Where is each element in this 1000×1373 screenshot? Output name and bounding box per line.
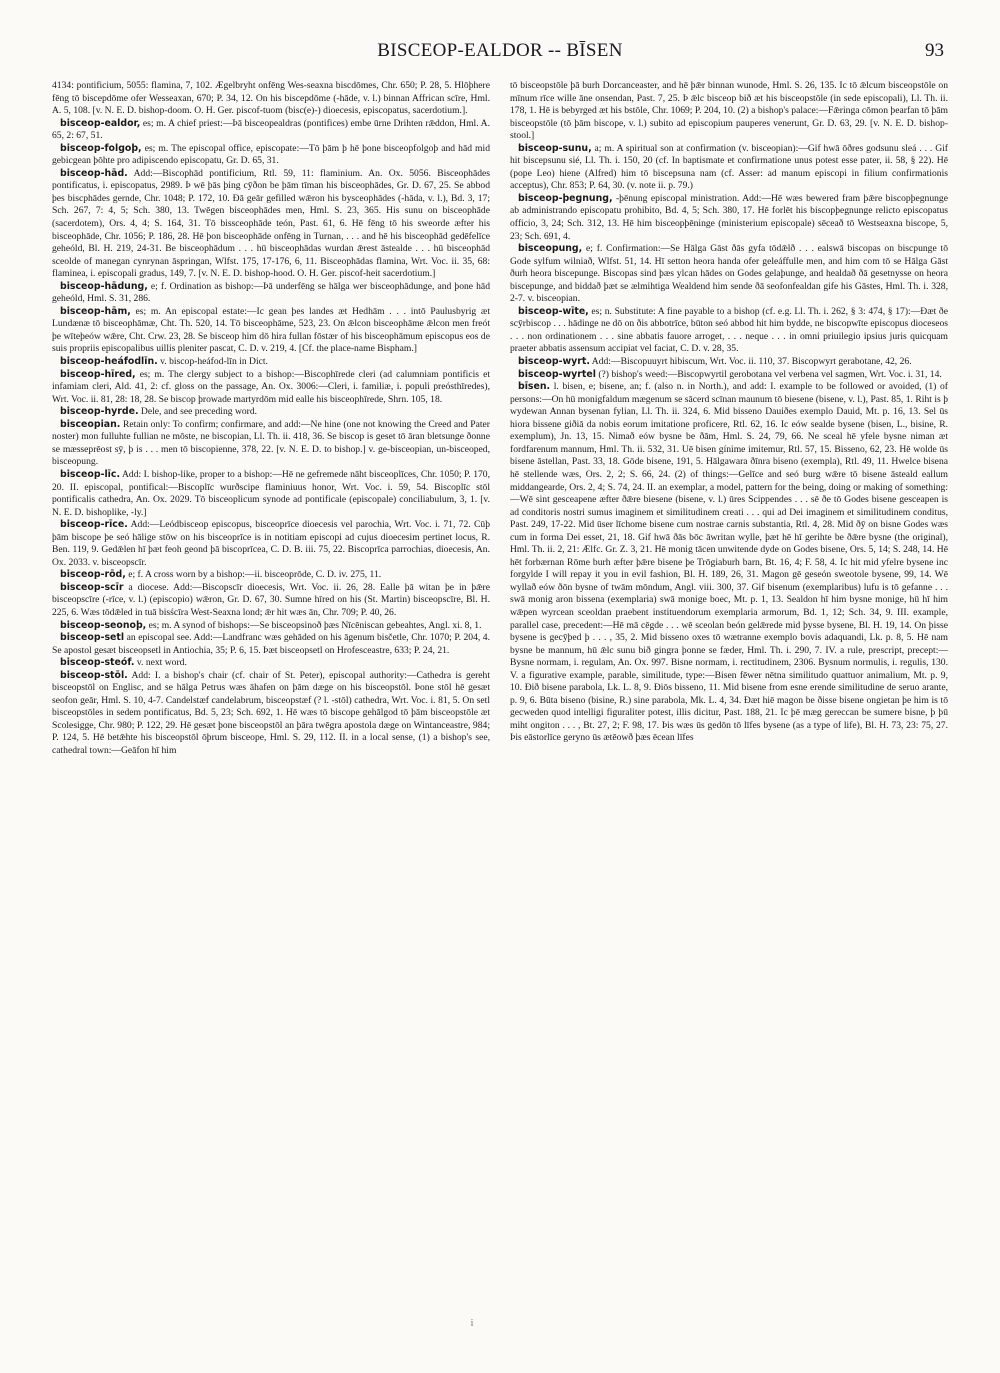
page-number: 93 (925, 40, 944, 61)
entry-body: es; m. The clergy subject to a bishop:—Biscophīrede cleri (ad calumniam pontificis et infamiam cleri, Ald. 41, 2: cf. gloss on the passage, An. Ox. 3006:—Cleri, i. familiæ, i. populi preósthīredes), Wrt. Voc. ii. 81, 28: 18, 28. Se biscop þrowade martyrdōm mid ealle his bisceophīrede, Shrn. 105, 18. (52, 368, 490, 405)
dictionary-entry (52, 281, 490, 306)
dictionary-entry (510, 143, 948, 193)
dictionary-entry (52, 118, 490, 143)
running-head (52, 40, 948, 70)
entry-body: e; f. Ordination as bishop:—Þā underfēng se hālga wer bisceophādunge, and þone hād geheóld, Hml. S. 31, 286. (52, 280, 490, 305)
entry-body: es; m. An episcopal estate:—Ic gean þes landes æt Hedhām . . . intō Paulusbyrig æt Lundænæ tō bisceophāmæ, Cht. Th. 520, 14. Tō bisceophāme, 523, 23. On ǣlcon bisceophāme ǣlcon men freót þe wīteþeów wǣre, Cht. Crw. 23, 28. Se bisceop him dō hira fullan fōstær of his bisceophāmum episcopus eos de suis propriis episcopalibus uillis pleniter pascat, C. D. v. 219, 4. [Cf. the place-name Bispham.] (52, 305, 490, 355)
entry-headword: bisceop-scīr (60, 581, 124, 593)
right-column (510, 80, 948, 1330)
entry-headword: bisceop-hīred, (60, 368, 136, 380)
entry-headword: bisceop-sunu, (518, 142, 592, 154)
dictionary-entry (52, 168, 490, 281)
entry-body: 4134: pontificium, 5055: flamina, 7, 102. Ægelbryht onfēng Wes-seaxna biscdōmes, Chr. 650; P. 28, 5. Hlōþhere fēng tō biscepdōme ofer Wesseaxan, 670; P. 34, 12. On his biscepdōme (-hāde, v. l.) binnan Affrican scīre, Hml. A. 5, 108. [v. N. E. D. bishop-doom. O. H. Ger. piscof-tuom (bisc(e)-) dioecesis, episcopatus, sacerdotium.]. (52, 80, 490, 117)
entry-body: -þēnung episcopal ministration. Add:—Hē wæs bewered fram þǣre biscopþegnunge ab administrando episcopatu prohibito, Bd. 4, 5; Sch. 380, 17. Hē forlēt his biscopþegnunge relicto episcopatus officio, 3, 24; Sch. 312, 13. Hē him bisceopþēninge (ministerium episcopale) sēceað tō Westseaxna biscope, 5, 23; Sch. 691, 4. (510, 192, 948, 242)
entry-headword: bisceop-hādung, (60, 280, 148, 292)
entry-headword: bīsen. (518, 381, 551, 393)
entry-headword: bisceop-þegnung, (518, 192, 613, 204)
dictionary-entry (52, 356, 490, 369)
entry-body: Add:—Biscophād pontificium, Rtl. 59, 11: flaminium. An. Ox. 5056. Bisceophādes pontificatus, i. episcopatus, 2989. Þ wē þās þing cȳðon be þām tīman his bisceophādes, Gr. D. 67, 25. Se abbod þes biscphādes gernde, Chr. 1048; P. 172, 10. Ðā geār gefilled wǣron his bysceophādes (-hāda, v. l.), Bd. 3, 17; Sch. 267, 7: 4, 5; Sch. 380, 13. Twēgen bisceophādes men, Hml. S. 23, 365. His sunu on bisceophāde (sacerdotem), Ors. 4, 4; S. 164, 31. Tō bissceophāde teón, Past. 61, 6. Hē fēng tō his sweorde æfter his bisceophāde, Chr. 1056; P. 186, 28. Hē þon bisceophāde onfēng in Turnan, . . . and hē his bisceophād gedēfelīce geheóld, Bl. H. 219, 24-31. Be bisceophādum . . . hū bisceophādas wurdan ǣrest āstealde . . . hū bisceophād sceolde of manegan cynrynan āspringan, Wlfst. 175, 17-176, 6, 11. Bisceophādas flamina, Wrt. Voc. ii. 35, 68: flaminea, i. episcopali gradus, 149, 7. [v. N. E. D. bishop-hood. O. H. Ger. piscof-heit sacerdotium.] (52, 167, 490, 280)
entry-headword: bisceop-setl (60, 632, 125, 644)
entry-body: e; f. Confirmation:—Se Hālga Gāst ðās gyfa tōdǣlð . . . ealswā biscopas on biscpunge tō Gode sylfum wilniað, Wlfst. 51, 14. Hī setton heora handa ofer geleáffulle men, and him com tō se Hālga Gāst ðurh heora biscepunge. Biscopas sind þæs ylcan hādes on Godes gelaþunge, and healdað ðā gesetnysse on heora biscepunge, and biddað þæt se ælmihtiga Wealdend him sende ðā seofonfealdan gife his Gāstes, Hml. Th. i. 328, 2-7. v. bisceopian. (510, 243, 948, 305)
entry-headword: bisceop-rōd, (60, 569, 126, 581)
dictionary-entry (52, 469, 490, 519)
left-column (52, 80, 490, 1330)
dictionary-entry (52, 143, 490, 168)
dictionary-entry (52, 419, 490, 469)
entry-body: Add:—Leódbisceop episcopus, bisceoprīce dioecesis vel parochia, Wrt. Voc. i. 71, 72. Cūþ þām biscope þe seó hālige stōw on his bisceoprīce is in notitiam episcopi ad cujus dioecesim pertinet locus, R. Ben. 119, 9. Gedǣlen hī þæt feoh geond þā biscoprīcea, C. D. B. iii. 75, 22. Biscoprīca parrochias, dioecesis, An. Ox. 2033. v. bisceopscīr. (52, 519, 490, 568)
entry-body: e; f. A cross worn by a bishop:—ii. bisceoprōde, C. D. iv. 275, 11. (128, 569, 382, 581)
entry-body: Retain only: To confirm; confirmare, and add:—Ne hine (one not knowing the Creed and Pater noster) mon fulluhte fullian ne mōste, ne biscopian, Ll. Th. ii. 418, 36. Se biscop is geset tō āran bletsunge ðonne se mæsseprēost sȳ, þ is . . . men tō biscopienne, 378, 22. [v. N. E. D. to bishop.] v. ge-bisceopian, un-bisceoped, bisceopung. (52, 418, 490, 468)
entry-body: an episcopal see. Add:—Landfranc wæs gehāded on his āgenum bisčetle, Chr. 1070; P. 204, 4. Se apostol gesæt bisceopsetl in Antiochia, 35; P. 6, 15. Þæt bisceopsetl on Hrofesceastre, 633; P. 24, 21. (52, 632, 490, 656)
entry-headword: bisceopian. (60, 418, 121, 430)
dictionary-entry (510, 369, 948, 382)
entry-body: es; m. A synod of bishops:—Se bisceopsinoð þæs Nīcēniscan gebeahtes, Angl. xi. 8, 1. (148, 619, 482, 631)
dictionary-entry (510, 80, 948, 143)
dictionary-entry (52, 369, 490, 407)
dictionary-entry (52, 632, 490, 657)
running-head-title: BISCEOP-EALDOR -- BĪSEN (377, 40, 623, 61)
entry-headword: bisceop-seonoþ, (60, 619, 147, 631)
entry-headword: bisceop-stōl. (60, 669, 128, 681)
entry-headword: bisceopung, (518, 243, 583, 255)
dictionary-entry (52, 80, 490, 118)
entry-headword: bisceop-hād. (60, 167, 128, 179)
entry-headword: bisceop-folgoþ, (60, 142, 142, 154)
entry-body: es; m. A chief priest:—Þā bisceopealdras (pontifices) embe ūrne Drihten rǣddon, Hml. A. 65, 2: 67, 51. (52, 117, 490, 142)
entry-body: tō bisceopstōle þā burh Dorcanceaster, and hē þǣr binnan wunode, Hml. S. 26, 135. Ic tō ǣlcum bisceopstōle on mīnum rīce wille āne onsendan, Past. 7, 25. Þ ǣlc bisceop bið æt his bisceopstōle (in sede episcopali), Ll. Th. ii. 178, 1. Hē is bebyrged æt his bstōle, Chr. 1069; P. 204, 10. (2) a bishop's palace:—Fǣringa cōmon þearfan tō þām bisceopstōle (tō þām biscope, v. l.) subito ad episcopium pauperes venerunt, Gr. D. 63, 29. [v. N. E. D. bishop-stool.] (510, 80, 948, 142)
entry-headword: bisceop-heáfodlīn. (60, 356, 158, 368)
dictionary-entry (52, 306, 490, 356)
entry-headword: bisceop-ealdor, (60, 117, 141, 129)
entry-body: a diocese. Add:—Biscopscīr dioecesis, Wrt. Voc. ii. 26, 28. Ealle þā witan þe in þǣre bisceopscīre (-rīce, v. l.) (episcopio) wǣron, Gr. D. 67, 30. Sumne hīred on his (St. Martin) bisceopscīre, Bl. H. 225, 6. Wæs tōdǣled in tuā bisścīra West-Seaxna lond; ǣr hit wæs ān, Chr. 709; P. 40, 26. (52, 581, 490, 618)
entry-body: es; n. Substitute: A fine payable to a bishop (cf. e.g. Ll. Th. i. 262, § 3: 474, § 17):—Ðæt ðe scȳrbiscop . . . hādinge ne dō on ðis abbotrīce, būton seó abbod hit him bydde, ne biscopwīte episcopus dioceseos . . . non ordinationem . . . sine abbatis fauore arroget, . . . neque . . . in omni priuilegio ipsius juris quicquam praeter abbatis assensum accipiat vel faciat, C. D. v. 28, 35. (510, 305, 948, 355)
entry-body: Add:—Biscopuuyrt hibiscum, Wrt. Voc. ii. 110, 37. Biscopwyrt gerabotane, 42, 26. (591, 356, 912, 368)
dictionary-entry (52, 620, 490, 633)
entry-headword: bisceop-hyrde. (60, 406, 139, 418)
dictionary-entry (52, 519, 490, 569)
entry-body: v. biscop-heáfod-līn in Dict. (160, 356, 268, 368)
entry-body: Dele, and see preceding word. (140, 406, 258, 418)
entry-body: v. next word. (136, 657, 187, 669)
dictionary-entry (52, 569, 490, 582)
entry-body: l. bisen, e; bisene, an; f. (also n. in North.), and add: I. example to be followed or avoided, (1) of persons:—On hū monigfaldum mægenum se sācerd scīnan maunum tō biesene (bisene, v. l.), Past. 85, 1. Riht is þ wydewan Annan bysenan fylian, Ll. Th. ii. 324, 6. Mid bisseno Dauiðes exemplo Dauid, Mt. p. 16, 13. Sel ūs hiora bissene giðiā da nobis eorum imitatione proficere, Rtl. 62, 16. Ic eów sealde bysene (bisen, L., bisine, R. exemplum), Jn. 13, 15. Nimað eów bysne be ðām, Hml. S. 24, 79, 66. Ne sceal hē yfele bysne niman æt fordfarenum mannum, Hml. Th. ii. 532, 31. Uē bisen gínime imitemur, Rtl. 57, 15. Bisseno, 62, 23. Hē wolde ūs bisene āstellan, Past. 33, 18. Gōde bisene, 191, 5. Hālgawara ðīnra biseno (exempla), Rtl. 49, 11. Hwelce bisena hē stellende wæs, Ors. 2, 2; S. 66, 24. (2) of things:—Gelīce and seó burg wǣre tō bisene āsteald eallum middangearde, Ors. 2, 4; S. 74, 24. II. an exemplar, a model, pattern for the being, doing or making of something:—Wē sint gesceapene æfter ðǣre biesene (bisene, v. l.) ūres Scippendes . . . sē ðe tō Godes bisene gesceapen is ad conditoris nostri sumus imaginem et similitudinem creati . . . qui ad Dei imaginem et similitudinem conditus, Past. 249, 17-22. Mid ūser līchome bisene cum nostrae carnis substantia, Rtl. 4, 28. Mid ðȳ on bisne Godes wæs cum in forma Dei esset, 21, 18. Gif hwā ðās bōc āwritan wylle, þæt hē hī gerihte be ðǣre bysne (the original), Hml. Th. ii. 2, 21: Ælfc. Gr. Z. 3, 21. Hē monig tācen unwitende dyde on Godes bisene, Ors. 5, 14; S. 248, 14. Hē hēt forbærnan Rōme burh æfter þǣre bisene þe Trōgiaburh barn, Bt. 16, 4; F. 58, 4. Ic hit mid yfelre bysene inc forgylde I will repay it you in evil fashion, Bl. H. 189, 26, 31. Magon gē geseón sweotole bysene, 99, 14. Wē wyllað eów ðōn bysne of twām mōndum, Angl. viii. 300, 37. Gif bisenum (exemplaribus) lufu is tō gefanne . . . swā monig aron bissena (exemplaria) swā monige boec, Mt. p. 1, 13. Sealdon hī him bysne monige, hū hī him wǣpen wyrcean sceoldan praebent instituendorum exemplaria armorum, Bd. 1, 12; Sch. 34, 9. III. example, parallel case, precedent:—Hē mā cēgde . . . wē sceolan beón gelǣrede mid þysse bysene, Bl. H. 19, 14. On þisse bysene is gecȳþed þ . . . , 35, 2. Mid bisseno oxes tō wætranne exemplo bovis adaquandi, Lk. p. 8, 5. Hē nam bysne be mannum, hū ǣlc sunu bið gingra þonne se fæder, Hml. Th. i. 290, 7. IV. a rule, prescript, precept:—Bysne normam, i. regulam, An. Ox. 997. Bisne normam, i. rectitudinem, 2306. Bysnum normulis, i. regulis, 130. V. a figurative example, parable, similitude, type:—Bisen fēwer nētna similitudo quattuor animalium, Mt. p. 9, 10. Ðið bisene parabola, Lk. L. 8, 9. Ðiōs bisseno, 11. Mid bisene from esne erende similitudine de seruo arante, p. 9, 6. Būta biseno (bisine, R.) sine parabola, Mk. L. 4, 34. Ðæt hiē magon be ðisse bisene ongietan þe him is tō gecweden quod intelligi figuraliter potest, illis dicitur, Past. 188, 21. Ic þē mæg gereccan be sumere bisne, þ þū miht ongiton . . . , Bt. 27, 2; F. 98, 17. Þis wæs ūs gedōn tō līfes bysene (as a type of life), Bl. H. 73, 23: 75, 27. Þis eāstorlīce geryno ūs ætēowð þæs ēcean līfes (510, 381, 948, 744)
dictionary-entry (510, 381, 948, 745)
entry-headword: bisceop-steóf. (60, 657, 135, 669)
dictionary-entry (52, 670, 490, 758)
entry-headword: bisceop-wyrt. (518, 356, 590, 368)
entry-body: es; m. The episcopal office, episcopate:—Tō þām þ hē þone bisceopfolgoþ and hād mid gebicgean þōhte pro adipiscendo episcopatu, Gr. D. 65, 31. (52, 142, 490, 167)
dictionary-entry (52, 406, 490, 419)
entry-body: (?) bishop's weed:—Biscopwyrtil gerobotana vel verbena vel sagmen, Wrt. Voc. i. 31, 14. (598, 368, 942, 380)
entry-headword: bisceop-līc. (60, 468, 121, 480)
dictionary-entry (510, 356, 948, 369)
entry-body: Add: I. bishop-like, proper to a bishop:—Hē ne gefremede nāht bisceoplīces, Chr. 1050; P. 170, 20. II. episcopal, pontifical:—Biscoplīc wurðscipe flaminiuus honor, Wrt. Voc. i. 59, 54. Biscoplīc stōl pontificalis cathedra, An. Ox. 2029. Tō bisceoplicum synode ad pontificale (episcopale) conciliabulum, 3, 1. [v. N. E. D. bishoplike, -ly.] (52, 468, 490, 518)
footer-mark: i (470, 1318, 474, 1329)
entry-headword: bisceop-wyrtel (518, 368, 596, 380)
entry-body: a; m. A spiritual son at confirmation (v. bisceopian):—Gif hwā ōðres godsunu sleá . . . Gif hit biscepsunu sié, Ll. Th. i. 150, 20 (cf. In baptismate et confirmatione unus potest esse pater, ii. 58, § 22). Hē (pope Leo) hiene (Alfred) him tō biscepsuna nam (cf. Asser: ad manum episcopi in filium confirmationis acceptus), Chr. 853; P. 64, 30. (v. note ii. p. 79.) (510, 142, 948, 192)
dictionary-entry (510, 243, 948, 306)
dictionary-entry (52, 657, 490, 670)
entry-body: Add: I. a bishop's chair (cf. chair of St. Peter), episcopal authority:—Cathedra is gereht bisceopstōl on Englisc, and se hālga Petrus wæs āhafen on þām dæge on his bisceopstōl. Þone stōl hē gesæt seofon geār, Hml. S. 10, 4-7. Candelstæf candelabrum, bisceopstæf (? l. -stōl) cathedra, Wrt. Voc. i. 81, 5. On setl bisceopstōles in sedem pontificatus, Bd. 5, 23; Sch. 692, 1. Hē wæs tō biscope gehālgod tō þām bisceopstōle æt Scolesigge, Chr. 980; P. 122, 29. Hē gesæt þone bisceopstōl an þāra twēgra apostola dæge on Wintanceastre, 984; P. 124, 5. Hē betǣhte his bisceopstōl ōþrum bisceope, Hml. S. 29, 112. II. in a local sense, (1) a bishop's see, cathedral town:—Geāfon hī him (52, 669, 490, 756)
dictionary-entry (510, 193, 948, 243)
dictionary-entry (52, 582, 490, 620)
entry-headword: bisceop-wīte, (518, 305, 589, 317)
entry-headword: bisceop-rīce. (60, 519, 128, 531)
dictionary-entry (510, 306, 948, 356)
text-columns (52, 80, 948, 1330)
entry-headword: bisceop-hām, (60, 305, 131, 317)
